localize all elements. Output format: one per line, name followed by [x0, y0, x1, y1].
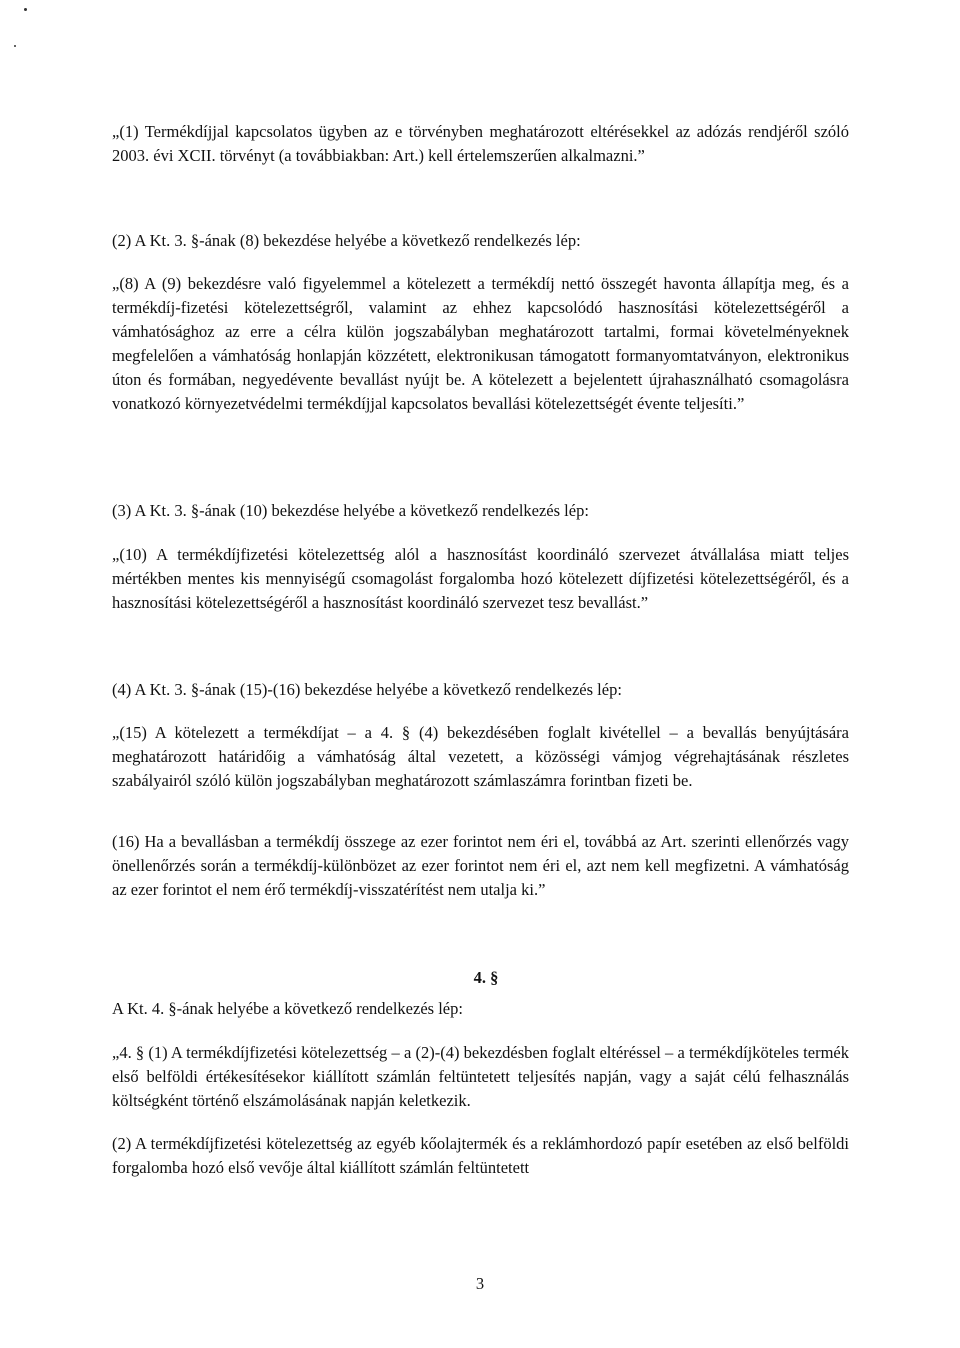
section-heading-text: 4. §: [473, 968, 499, 987]
paragraph-quote-4-1: „4. § (1) A termékdíjfizetési kötelezettség – a (2)-(4) bekezdésben foglalt eltéréssel – a termékdíjköteles termék első belföldi értékesítésekor kiállított számlán feltüntetett teljesítés napján, vagy a saját célú felhasználás költségként történő elszámolásának napján keletkezik.: [112, 1043, 849, 1110]
scan-speck: [24, 8, 27, 11]
paragraph-quote-8: „(8) A (9) bekezdésre való figyelemmel a kötelezett a termékdíj nettó összegét havonta állapítja meg, és a termékdíj-fizetési kötelezettségről, valamint az ehhez kapcsolódó hasznosítási kötelezettségéről a vámhatósághoz az erre a célra külön jogszabályban meghatározott tartalmi, formai követelményeknek megfelelően a vámhatóság honlapján közzétett, elektronikusan támogatott formanyomtatványon, elektronikus úton és formában, negyedévente bevallást nyújt be. A kötelezett a bejelentett újrahasználható csomagolásra vonatkozó környezetvédelmi termékdíjjal kapcsolatos bevallási kötelezettségét évente teljesíti.”: [112, 274, 849, 413]
paragraph-quote-15: „(15) A kötelezett a termékdíjat – a 4. § (4) bekezdésében foglalt kivétellel – a bevallás benyújtására meghatározott határidőig a vámhatóság által vezetett, a közösségi vámjog végrehajtásának részletes szabályairól szóló külön jogszabályban meghatározott számlaszámra forintban fizeti be.: [112, 723, 849, 790]
paragraph-quote-16: (16) Ha a bevallásban a termékdíj összege az ezer forintot nem éri el, továbbá az Art. szerinti ellenőrzés vagy önellenőrzés során a termékdíj-különbözet az ezer forintot nem éri el, azt nem kell megfizetni. A vámhatóság az ezer forintot el nem érő termékdíj-visszatérítést nem utalja ki.”: [112, 832, 849, 899]
paragraph-quote-4-2: (2) A termékdíjfizetési kötelezettség az egyéb kőolajtermék és a reklámhordozó papír esetében az első belföldi forgalomba hozó első vevője által kiállított számlán feltüntetett: [112, 1134, 849, 1177]
paragraph-amendment-2: (2) A Kt. 3. §-ának (8) bekezdése helyébe a következő rendelkezés lép:: [112, 231, 581, 250]
section-heading: [0, 966, 960, 990]
paragraph-amendment-4: (4) A Kt. 3. §-ának (15)-(16) bekezdése helyébe a következő rendelkezés lép:: [112, 680, 622, 699]
scan-speck: [14, 45, 16, 47]
paragraph-amendment-3: (3) A Kt. 3. §-ának (10) bekezdése helyébe a következő rendelkezés lép:: [112, 501, 589, 520]
page-number: 3: [475, 1274, 485, 1293]
paragraph-amendment-kt4: A Kt. 4. §-ának helyébe a következő rendelkezés lép:: [112, 999, 463, 1018]
paragraph-quote-1: „(1) Termékdíjjal kapcsolatos ügyben az e törvényben meghatározott eltérésekkel az adózás rendjéről szóló 2003. évi XCII. törvényt (a továbbiakban: Art.) kell értelemszerűen alkalmazni.”: [112, 122, 849, 165]
paragraph-quote-10: „(10) A termékdíjfizetési kötelezettség alól a hasznosítást koordináló szervezet átvállalása miatt teljes mértékben mentes kis mennyiségű csomagolást forgalomba hozó kötelezett díjfizetési kötelezettségéről, és a hasznosítási kötelezettségéről a hasznosítást koordináló szervezet tesz bevallást.”: [112, 545, 849, 612]
